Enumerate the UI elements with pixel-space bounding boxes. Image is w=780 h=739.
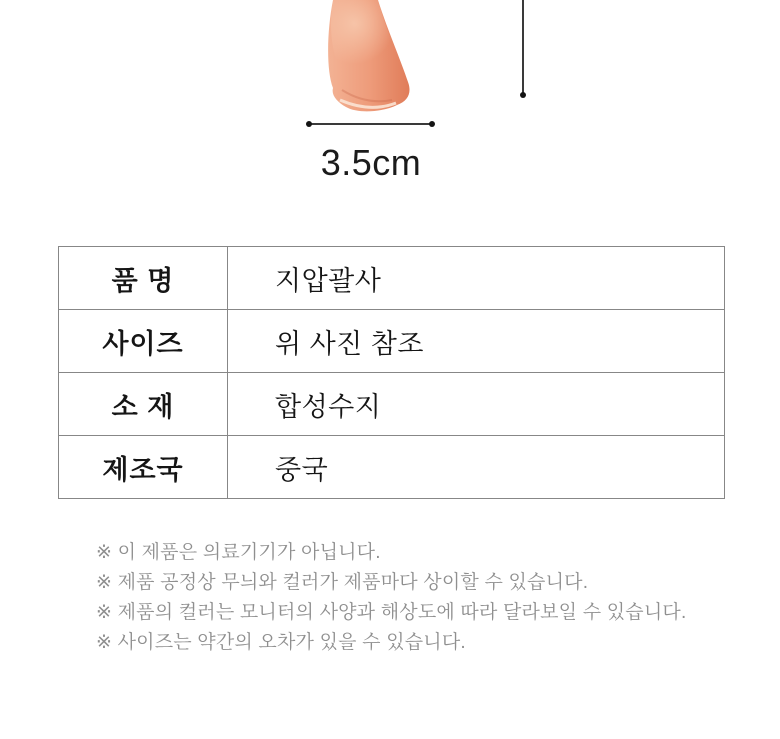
horizontal-dimension-line xyxy=(308,123,433,125)
horizontal-dimension-marker xyxy=(308,121,433,127)
vertical-dimension-endpoint-dot xyxy=(520,92,526,98)
table-row xyxy=(59,436,725,499)
spec-value-country: 중국 xyxy=(228,436,725,499)
spec-value-product-name: 지압괄사 xyxy=(228,247,725,310)
spec-label-material: 소 재 xyxy=(59,373,228,436)
table-row xyxy=(59,310,725,373)
dimension-endpoint-dot-left xyxy=(306,121,312,127)
spec-value-size: 위 사진 참조 xyxy=(228,310,725,373)
product-spec-table xyxy=(58,246,725,499)
width-measurement-label: 3.5cm xyxy=(320,142,422,183)
dimension-endpoint-dot-right xyxy=(429,121,435,127)
spoon-highlight xyxy=(331,0,398,68)
product-figure xyxy=(0,0,780,200)
spec-label-country: 제조국 xyxy=(59,436,228,499)
note-not-medical-device: ※ 이 제품은 의료기기가 아닙니다. xyxy=(96,542,381,563)
table-row xyxy=(59,373,725,436)
spec-label-product-name: 품 명 xyxy=(59,247,228,310)
note-color-variation: ※ 제품 공정상 무늬와 컬러가 제품마다 상이할 수 있습니다. xyxy=(96,572,589,593)
vertical-dimension-line xyxy=(522,0,524,95)
spec-value-material: 합성수지 xyxy=(228,373,725,436)
note-size-tolerance: ※ 사이즈는 약간의 오차가 있을 수 있습니다. xyxy=(96,632,466,653)
table-row xyxy=(59,247,725,310)
note-monitor-difference: ※ 제품의 컬러는 모니터의 사양과 해상도에 따라 달라보일 수 있습니다. xyxy=(96,602,687,623)
disclaimer-notes xyxy=(96,538,686,658)
gua-sha-spoon-image xyxy=(300,0,460,118)
spec-label-size: 사이즈 xyxy=(59,310,228,373)
